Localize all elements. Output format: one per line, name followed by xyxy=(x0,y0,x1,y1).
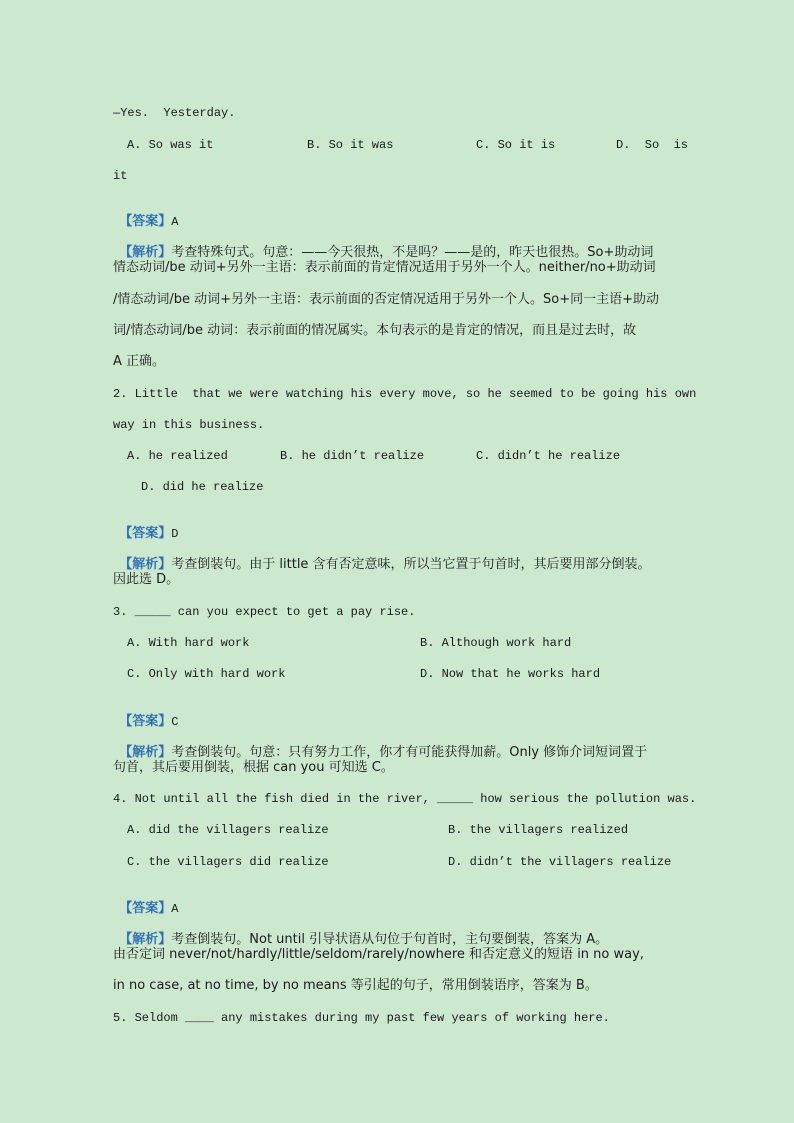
analysis-tag: 【解析】 xyxy=(119,745,172,760)
analysis-text: 考查倒装句。句意：只有努力工作，你才有可能获得加薪。Only 修饰介词短词置于 xyxy=(171,745,648,760)
q1-analysis-line-3: /情态动词/be 动词+另外一主语：表示前面的否定情况适用于另外一个人。So+同一主语+助动 xyxy=(113,292,660,307)
q3-analysis-line-2: 句首，其后要用倒装，根据 can you 可知选 C。 xyxy=(113,760,394,775)
answer-tag: 【答案】 xyxy=(119,526,172,541)
q1-option-d: D. So is xyxy=(616,138,689,152)
q1-analysis-line-5: A 正确。 xyxy=(113,354,166,369)
q3-stem: 3. _____ can you expect to get a pay rise. xyxy=(113,605,416,619)
q1-option-d-cont: it xyxy=(113,169,128,183)
analysis-tag: 【解析】 xyxy=(119,557,172,572)
q1-answer-line xyxy=(113,197,178,230)
analysis-tag: 【解析】 xyxy=(119,245,172,260)
q5-stem: 5. Seldom ____ any mistakes during my past few years of working here. xyxy=(113,1011,610,1025)
q2-option-d: D. did he realize xyxy=(141,480,264,494)
q2-stem-line-2: way in this business. xyxy=(113,418,265,432)
answer-tag: 【答案】 xyxy=(119,901,172,916)
analysis-tag: 【解析】 xyxy=(119,932,172,947)
answer-tag: 【答案】 xyxy=(119,714,172,729)
answer-tag: 【答案】 xyxy=(119,214,172,229)
q2-option-b: B. he didn’t realize xyxy=(280,449,425,463)
q2-answer: D xyxy=(171,527,179,541)
q2-option-a: A. he realized xyxy=(127,449,228,463)
q1-option-a: A. So was it xyxy=(127,138,214,152)
q1-analysis-line-2: 情态动词/be 动词+另外一主语：表示前面的肯定情况适用于另外一个人。neither/no+助动词 xyxy=(113,260,656,275)
q4-answer-line xyxy=(113,884,178,917)
q4-analysis-line-2: 由否定词 never/not/hardly/little/seldom/rarely/nowhere 和否定意义的短语 in no way, xyxy=(113,947,644,962)
q4-analysis-line-3: in no case, at no time, by no means 等引起的句子，常用倒装语序，答案为 B。 xyxy=(113,978,598,993)
q3-analysis-line-1 xyxy=(113,728,647,761)
analysis-text: 考查特殊句式。句意：——今天很热，不是吗？——是的，昨天也很热。So+助动词 xyxy=(171,245,654,260)
q3-answer-line xyxy=(113,697,178,730)
q1-option-b: B. So it was xyxy=(307,138,394,152)
q4-answer: A xyxy=(171,902,179,916)
q1-answer: A xyxy=(171,215,179,229)
q4-analysis-line-1 xyxy=(113,915,608,948)
q3-option-b: B. Although work hard xyxy=(420,636,572,650)
q4-option-a: A. did the villagers realize xyxy=(127,823,329,837)
analysis-text: 考查倒装句。Not until 引导状语从句位于句首时，主句要倒装，答案为 A。 xyxy=(171,932,609,947)
q3-option-a: A. With hard work xyxy=(127,636,250,650)
q2-analysis-line-1 xyxy=(113,540,651,573)
q2-stem-line-1: 2. Little that we were watching his every move, so he seemed to be going his own xyxy=(113,387,697,401)
analysis-text: 考查倒装句。由于 little 含有否定意味，所以当它置于句首时，其后要用部分倒装。 xyxy=(171,557,651,572)
q3-option-c: C. Only with hard work xyxy=(127,667,286,681)
q4-option-c: C. the villagers did realize xyxy=(127,855,329,869)
q2-answer-line xyxy=(113,509,178,542)
q1-analysis-line-1 xyxy=(113,228,653,261)
q1-option-c: C. So it is xyxy=(476,138,556,152)
q3-option-d: D. Now that he works hard xyxy=(420,667,601,681)
q1-analysis-line-4: 词/情态动词/be 动词：表示前面的情况属实。本句表示的是肯定的情况，而且是过去时，故 xyxy=(113,323,637,338)
q3-answer: C xyxy=(171,715,179,729)
q4-option-d: D. didn’t the villagers realize xyxy=(448,855,672,869)
q2-analysis-line-2: 因此选 D。 xyxy=(113,572,180,587)
q1-dialog-answer: —Yes. Yesterday. xyxy=(113,106,236,120)
q4-option-b: B. the villagers realized xyxy=(448,823,629,837)
q4-stem: 4. Not until all the fish died in the river, _____ how serious the pollution was. xyxy=(113,792,697,806)
q2-option-c: C. didn’t he realize xyxy=(476,449,621,463)
